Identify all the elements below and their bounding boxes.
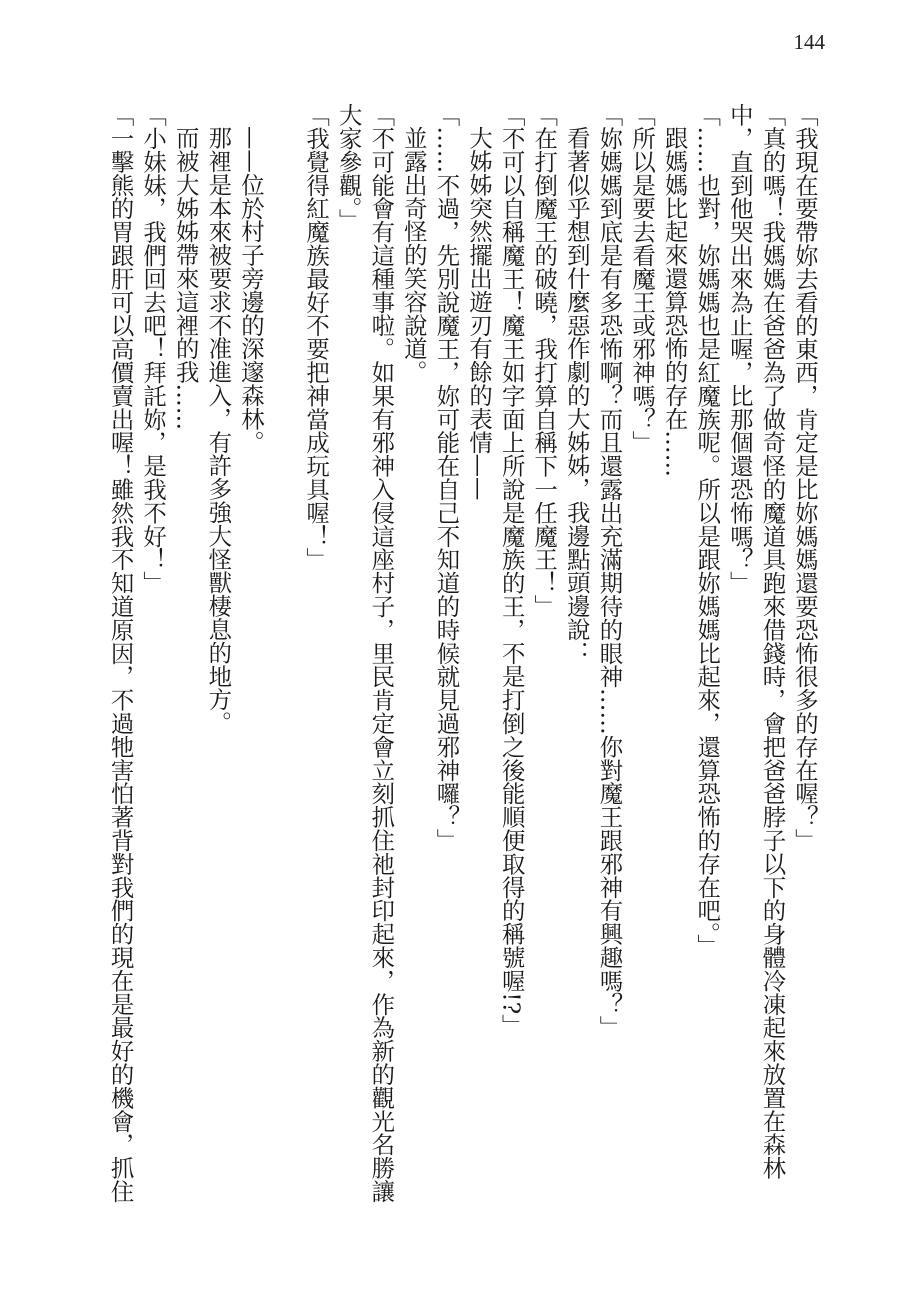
text-line: 中，直到他哭出來為止喔，比那個還恐怖嗎？」 [725, 103, 754, 595]
text-line: 「我覺得紅魔族最好不要把神當成玩具喔！」 [302, 103, 331, 571]
text-line: 並露出奇怪的笑容說道。 [399, 126, 428, 384]
text-line: 大家參觀。」 [334, 103, 363, 232]
text-line: 而被大姊姊帶來這裡的我…… [171, 126, 200, 431]
text-line: 跟媽媽比起來還算恐怖的存在…… [660, 126, 689, 478]
text-line: 「在打倒魔王的破曉，我打算自稱下一任魔王！」 [530, 103, 559, 618]
text-line: 「不可以自稱魔王！魔王如字面上所說是魔族的王，不是打倒之後能順便取得的稱號喔!?」 [497, 103, 526, 1038]
blank-line [267, 103, 300, 1213]
text-line: 那裡是本來被要求不准進入，有許多強大怪獸棲息的地方。 [204, 126, 233, 735]
text-line: 「小妹妹，我們回去吧！拜託妳，是我不好！」 [139, 103, 168, 595]
page-number: 144 [793, 30, 825, 54]
text-line: 「……不過，先別說魔王，妳可能在自己不知道的時候就見過邪神囉？」 [432, 103, 461, 852]
text-line: 「真的嗎！我媽媽在爸爸為了做奇怪的魔道具跑來借錢時，會把爸爸脖子以下的身體冷凍起來放置在森林 [758, 103, 787, 1180]
text-line: ——位於村子旁邊的深邃森林。 [236, 126, 265, 454]
text-line: 「所以是要去看魔王或邪神嗎？」 [628, 103, 657, 454]
vertical-text-body [104, 103, 821, 1213]
text-line: 大姊姊突然擺出遊刃有餘的表情—— [465, 126, 494, 501]
text-line: 看著似乎想到什麼惡作劇的大姊姊，我邊點頭邊說： [562, 126, 591, 665]
text-line: 「妳媽媽到底是有多恐怖啊？而且還露出充滿期待的眼神……你對魔王跟邪神有興趣嗎？」 [595, 103, 624, 1039]
text-line: 「不可能會有這種事啦。如果有邪神入侵這座村子，里民肯定會立刻抓住祂封印起來，作為新的觀光名勝讓 [367, 103, 396, 1203]
text-line: 「一擊熊的胃跟肝可以高價賣出喔！雖然我不知道原因，不過牠害怕著背對我們的現在是最好的機會，抓住 [106, 103, 135, 1203]
text-line: 「……也對，妳媽媽也是紅魔族呢。所以是跟妳媽媽比起來，還算恐怖的存在吧。」 [693, 103, 722, 958]
text-line: 「我現在要帶妳去看的東西，肯定是比妳媽媽還要恐怖很多的存在喔？」 [791, 103, 819, 852]
